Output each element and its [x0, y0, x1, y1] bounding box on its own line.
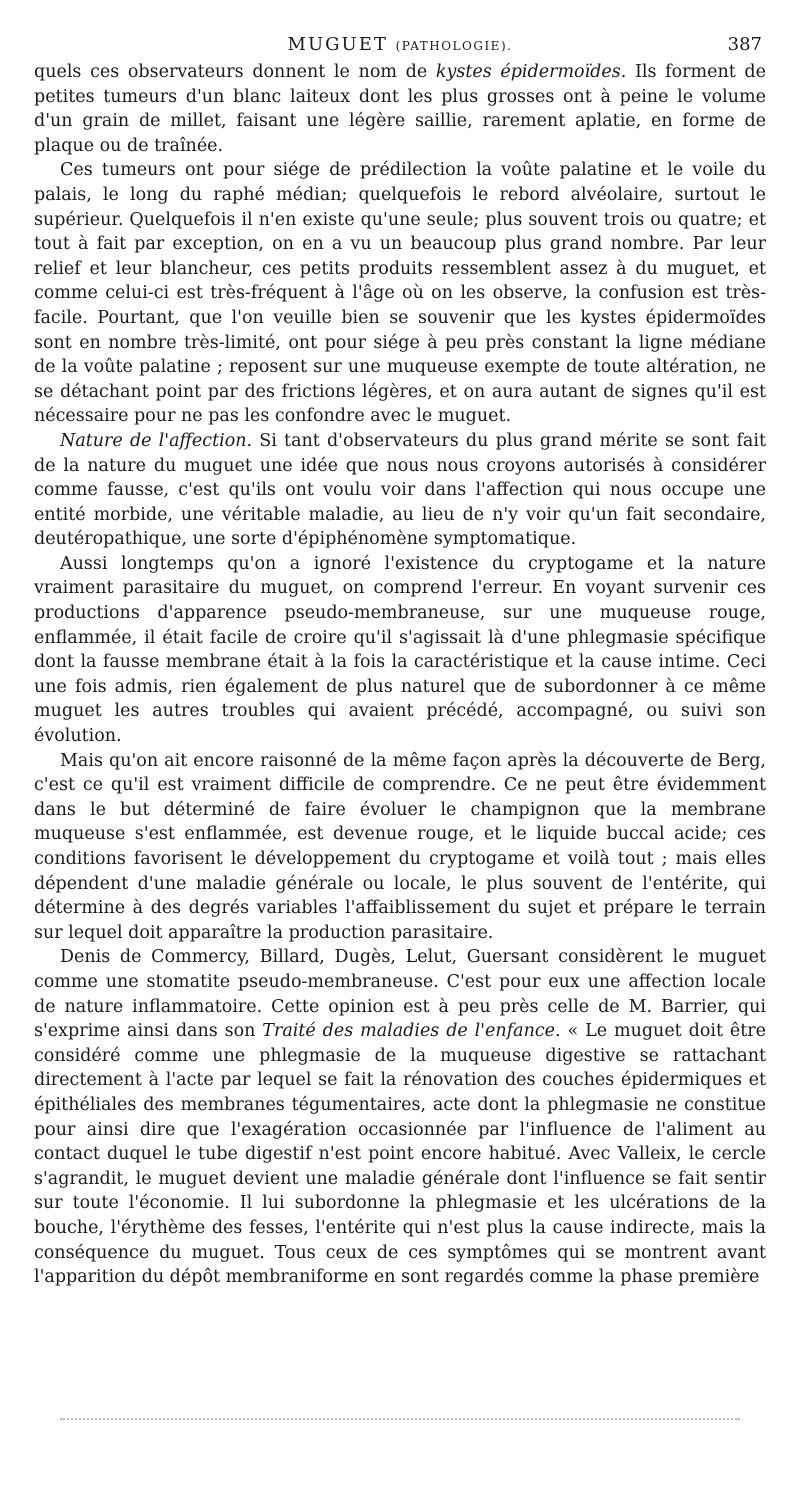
- page-bottom-dots: [60, 1418, 740, 1422]
- paragraph: [34, 945, 766, 1289]
- italic-run: Nature de l'affection.: [60, 430, 253, 451]
- text-run: . « Le muguet doit être considéré comme une phlegmasie de la muqueuse digestive se rattachant directement à l'acte par lequel se fait la rénovation des couches épidermiques et épithéliales des membranes tégumentaires, acte dont la phlegmasie ne constitue pour ainsi dire que l'exagération occasionnée par l'influence de l'aliment au contact duquel le tube digestif n'est point encore habitué. Avec Valleix, le cercle s'agrandit, le muguet devient une maladie générale dont l'influence se fait sentir sur toute l'économie. Il lui subordonne la phlegmasie et les ulcérations de la bouche, l'érythème des fesses, l'entérite qui n'est plus la cause indirecte, mais la conséquence du muguet. Tous ceux de ces symptômes qui se montrent avant l'apparition du dépôt membraniforme en sont regardés comme la phase première: [34, 1021, 766, 1288]
- italic-run: Traité des maladies de l'enfance: [262, 1021, 556, 1042]
- text-run: Ces tumeurs ont pour siége de prédilection la voûte palatine et le voile du palais, le long du raphé médian; quelquefois le rebord alvéolaire, surtout le supérieur. Quelquefois il n'en existe qu'une seule; plus souvent trois ou quatre; et tout à fait par exception, on en a vu un beaucoup plus grand nombre. Par leur relief et leur blancheur, ces petits produits ressemblent assez à du muguet, et comme celui-ci est très-fréquent à l'âge où on les observe, la confusion est très-facile. Pourtant, que l'on veuille bien se souvenir que les kystes épidermoïdes sont en nombre très-limité, ont pour siége à peu près constant la ligne médiane de la voûte palatine ; reposent sur une muqueuse exempte de toute altération, ne se détachant point par des frictions légères, et on aura autant de signes qu'il est nécessaire pour ne pas les confondre avec le muguet.: [34, 160, 766, 427]
- paragraph: [34, 552, 766, 749]
- body-text: [34, 60, 766, 1290]
- italic-run: kystes épidermoïdes: [435, 62, 621, 82]
- text-run: Mais qu'on ait encore raisonné de la même façon après la découverte de Berg, c'est ce qu'il est vraiment difficile de comprendre. Ce ne peut être évidemment dans le but déterminé de faire évoluer le champignon que la membrane muqueuse s'est enflammée, est devenue rouge, et le liquide buccal acide; ces conditions favorisent le développement du cryptogame et voilà tout ; mais elles dépendent d'une maladie générale ou locale, le plus souvent de l'entérite, qui détermine à des degrés variables l'affaiblissement du sujet et prépare le terrain sur lequel doit apparaître la production parasitaire.: [34, 750, 766, 943]
- running-title-main: MUGUET: [287, 34, 388, 55]
- text-run: Si tant d'observateurs du plus grand mérite se sont fait de la nature du muguet une idée que nous nous croyons autorisés à considérer comme fausse, c'est qu'ils ont voulu voir dans l'affection qui nous occupe une entité morbide, une véritable maladie, au lieu de n'y voir qu'un fait secondaire, deutéropathique, une sorte d'épiphénomène symptomatique.: [34, 430, 766, 550]
- running-header: [34, 34, 766, 58]
- paragraph: [34, 429, 766, 552]
- text-run: quels ces observateurs donnent le nom de: [34, 62, 436, 82]
- running-title: [34, 34, 766, 55]
- paragraph: [34, 749, 766, 946]
- text-run: Denis de Commercy, Billard, Dugès, Lelut, Guersant considèrent le muguet comme une stomatite pseudo-membraneuse. C'est pour eux une affection locale de nature inflammatoire. Cette opinion est à peu près celle de M. Barrier, qui s'exprime ainsi dans son: [34, 947, 766, 1042]
- running-title-sub: (PATHOLOGIE).: [395, 39, 513, 53]
- paragraph: [34, 158, 766, 429]
- page-number: 387: [727, 34, 762, 55]
- text-run: . Ils forment de petites tumeurs d'un blanc laiteux dont les plus grosses ont à peine le volume d'un grain de millet, faisant une légère saillie, rarement aplatie, en forme de plaque ou de traînée.: [34, 62, 766, 156]
- paragraph: [34, 60, 766, 158]
- text-run: Aussi longtemps qu'on a ignoré l'existence du cryptogame et la nature vraiment parasitaire du muguet, on comprend l'erreur. En voyant survenir ces productions d'apparence pseudo-membraneuse, sur une muqueuse rouge, enflammée, il était facile de croire qu'il s'agissait là d'une phlegmasie spécifique dont la fausse membrane était à la fois la caractéristique et la cause intime. Ceci une fois admis, rien également de plus naturel que de subordonner à ce même muguet les autres troubles qui avaient précédé, accompagné, ou suivi son évolution.: [34, 553, 766, 747]
